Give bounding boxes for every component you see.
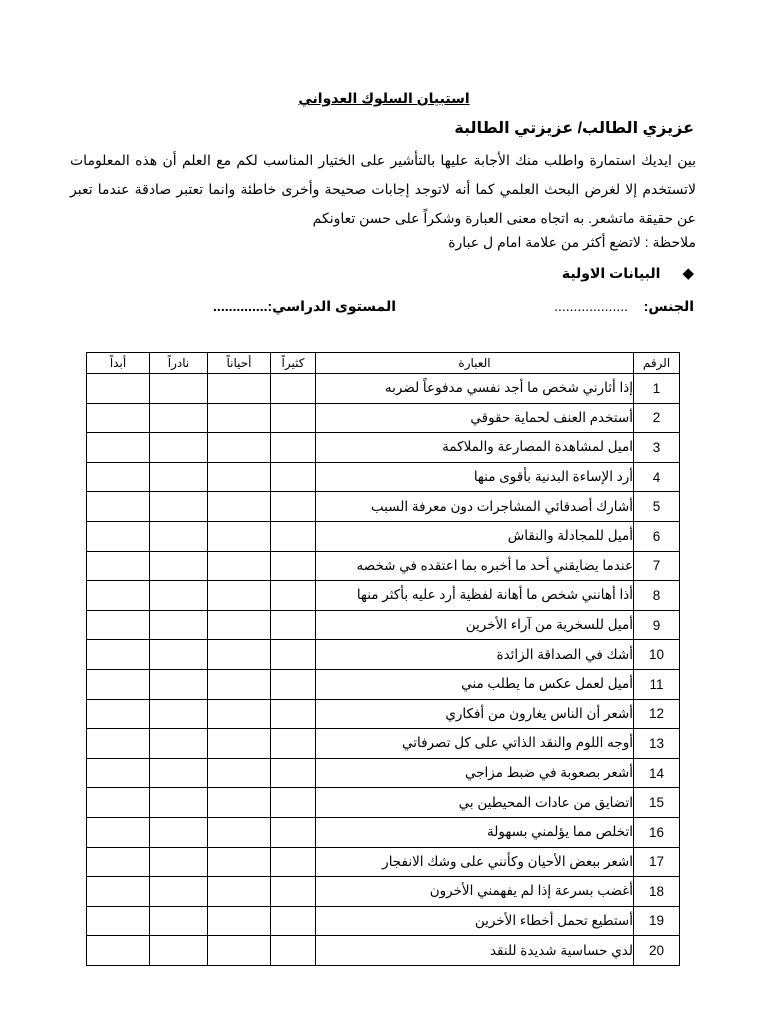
row-number: 2 xyxy=(634,403,680,433)
row-statement: أغضب بسرعة إذا لم يفهمني الأخرون xyxy=(316,877,634,907)
answer-cell-rarely[interactable] xyxy=(150,788,208,818)
section-heading xyxy=(562,264,694,282)
answer-cell-often[interactable] xyxy=(271,403,316,433)
row-number: 16 xyxy=(634,817,680,847)
answer-cell-sometimes[interactable] xyxy=(208,817,271,847)
header-often: كثيراً xyxy=(271,353,316,374)
row-statement: أميل لعمل عكس ما يطلب مني xyxy=(316,669,634,699)
answer-cell-never[interactable] xyxy=(87,551,150,581)
row-number: 11 xyxy=(634,669,680,699)
row-number: 7 xyxy=(634,551,680,581)
answer-cell-often[interactable] xyxy=(271,669,316,699)
answer-cell-never[interactable] xyxy=(87,581,150,611)
answer-cell-sometimes[interactable] xyxy=(208,581,271,611)
answer-cell-never[interactable] xyxy=(87,729,150,759)
row-statement: اميل لمشاهدة المصارعة والملاكمة xyxy=(316,433,634,463)
table-row xyxy=(87,610,680,640)
answer-cell-often[interactable] xyxy=(271,433,316,463)
row-statement: أشعر بصعوبة في ضبط مزاجي xyxy=(316,758,634,788)
answer-cell-often[interactable] xyxy=(271,699,316,729)
answer-cell-often[interactable] xyxy=(271,551,316,581)
answer-cell-rarely[interactable] xyxy=(150,669,208,699)
row-number: 17 xyxy=(634,847,680,877)
answer-cell-never[interactable] xyxy=(87,906,150,936)
table-row xyxy=(87,551,680,581)
table-row xyxy=(87,462,680,492)
answer-cell-rarely[interactable] xyxy=(150,581,208,611)
row-statement: أميل للسخرية من آراء الأخرين xyxy=(316,610,634,640)
table-row xyxy=(87,699,680,729)
gender-label: الجنس: xyxy=(643,298,694,314)
row-number: 13 xyxy=(634,729,680,759)
answer-cell-never[interactable] xyxy=(87,877,150,907)
table-row xyxy=(87,906,680,936)
answer-cell-rarely[interactable] xyxy=(150,699,208,729)
answer-cell-sometimes[interactable] xyxy=(208,462,271,492)
row-number: 19 xyxy=(634,906,680,936)
answer-cell-never[interactable] xyxy=(87,462,150,492)
header-rarely: نادراً xyxy=(150,353,208,374)
answer-cell-rarely[interactable] xyxy=(150,877,208,907)
answer-cell-sometimes[interactable] xyxy=(208,788,271,818)
answer-cell-sometimes[interactable] xyxy=(208,729,271,759)
answer-cell-rarely[interactable] xyxy=(150,610,208,640)
table-row xyxy=(87,581,680,611)
page-title: استبيان السلوك العدواني xyxy=(298,90,470,106)
row-number: 6 xyxy=(634,521,680,551)
row-number: 20 xyxy=(634,936,680,966)
answer-cell-never[interactable] xyxy=(87,936,150,966)
row-number: 8 xyxy=(634,581,680,611)
answer-cell-rarely[interactable] xyxy=(150,729,208,759)
answer-cell-sometimes[interactable] xyxy=(208,492,271,522)
answer-cell-often[interactable] xyxy=(271,877,316,907)
section-label: البيانات الاولية xyxy=(561,264,661,281)
answer-cell-often[interactable] xyxy=(271,374,316,404)
table-row xyxy=(87,669,680,699)
row-number: 18 xyxy=(634,877,680,907)
answer-cell-often[interactable] xyxy=(271,906,316,936)
row-number: 15 xyxy=(634,788,680,818)
intro-paragraph: بين ايديك استمارة واطلب منك الأجابة عليها بالتأشير على الختيار المناسب لكم مع العلم أن هذه المعلومات لاتستخدم إلا لغرض البحث العلمي كما أنه لاتوجد إجابات صحيحة وأخرى خاطئة وانما تعتبر صادقة عندما تعبر عن حقيقة ماتشعر. به اتجاه معنى العبارة وشكراً على حسن تعاونكم xyxy=(70,152,696,226)
answer-cell-rarely[interactable] xyxy=(150,521,208,551)
answer-cell-never[interactable] xyxy=(87,817,150,847)
row-statement: أشك في الصداقة الزائدة xyxy=(316,640,634,670)
row-statement: أرد الإساءة البدنية بأقوى منها xyxy=(316,462,634,492)
header-statement: العبارة xyxy=(316,353,634,374)
row-number: 9 xyxy=(634,610,680,640)
answer-cell-often[interactable] xyxy=(271,788,316,818)
row-statement: أذا أهانني شخص ما أهانة لفظية أرد عليه بأكثر منها xyxy=(316,581,634,611)
answer-cell-often[interactable] xyxy=(271,610,316,640)
answer-cell-often[interactable] xyxy=(271,817,316,847)
greeting: عزيزي الطالب/ عزيزتي الطالبة xyxy=(454,120,694,137)
table-row xyxy=(87,521,680,551)
answer-cell-rarely[interactable] xyxy=(150,374,208,404)
answer-cell-often[interactable] xyxy=(271,640,316,670)
answer-cell-never[interactable] xyxy=(87,788,150,818)
answer-cell-often[interactable] xyxy=(271,729,316,759)
questionnaire-table xyxy=(86,352,680,966)
answer-cell-rarely[interactable] xyxy=(150,492,208,522)
answer-cell-rarely[interactable] xyxy=(150,906,208,936)
table-row xyxy=(87,729,680,759)
answer-cell-sometimes[interactable] xyxy=(208,669,271,699)
answer-cell-never[interactable] xyxy=(87,403,150,433)
row-number: 14 xyxy=(634,758,680,788)
row-number: 5 xyxy=(634,492,680,522)
answer-cell-never[interactable] xyxy=(87,492,150,522)
row-number: 10 xyxy=(634,640,680,670)
table-row xyxy=(87,847,680,877)
answer-cell-never[interactable] xyxy=(87,374,150,404)
answer-cell-sometimes[interactable] xyxy=(208,551,271,581)
row-statement: أستطيع تحمل أخطاء الأخرين xyxy=(316,906,634,936)
row-number: 3 xyxy=(634,433,680,463)
row-statement: أشعر أن الناس يغارون من أفكاري xyxy=(316,699,634,729)
gender-field[interactable]: ................... xyxy=(554,298,628,314)
answer-cell-rarely[interactable] xyxy=(150,433,208,463)
table-header-row xyxy=(87,353,680,374)
answer-cell-sometimes[interactable] xyxy=(208,640,271,670)
row-statement: أستخدم العنف لحماية حقوقي xyxy=(316,403,634,433)
answer-cell-never[interactable] xyxy=(87,699,150,729)
table-row xyxy=(87,936,680,966)
answer-cell-rarely[interactable] xyxy=(150,936,208,966)
answer-cell-never[interactable] xyxy=(87,433,150,463)
row-number: 1 xyxy=(634,374,680,404)
answer-cell-never[interactable] xyxy=(87,610,150,640)
row-statement: أشارك أصدقائي المشاجرات دون معرفة السبب xyxy=(316,492,634,522)
answer-cell-often[interactable] xyxy=(271,581,316,611)
level-field[interactable]: المستوى الدراسي:.............. xyxy=(213,298,396,314)
row-statement: اشعر ببعض الأحيان وكأنني على وشك الانفجار xyxy=(316,847,634,877)
answer-cell-rarely[interactable] xyxy=(150,817,208,847)
answer-cell-rarely[interactable] xyxy=(150,640,208,670)
table-row xyxy=(87,492,680,522)
table-row xyxy=(87,403,680,433)
answer-cell-sometimes[interactable] xyxy=(208,847,271,877)
answer-cell-never[interactable] xyxy=(87,847,150,877)
answer-cell-sometimes[interactable] xyxy=(208,610,271,640)
row-statement: أوجه اللوم والنقد الذاتي على كل تصرفاتي xyxy=(316,729,634,759)
table-row xyxy=(87,788,680,818)
note: ملاحظة : لاتضع أكثر من علامة امام ل عبارة xyxy=(448,234,696,250)
answer-cell-often[interactable] xyxy=(271,847,316,877)
table-row xyxy=(87,374,680,404)
answer-cell-rarely[interactable] xyxy=(150,403,208,433)
header-never: أبداً xyxy=(87,353,150,374)
table-row xyxy=(87,433,680,463)
row-statement: عندما يضايقني أحد ما أخبره بما اعتقده في شخصه xyxy=(316,551,634,581)
answer-cell-never[interactable] xyxy=(87,669,150,699)
answer-cell-sometimes[interactable] xyxy=(208,521,271,551)
answer-cell-rarely[interactable] xyxy=(150,847,208,877)
row-statement: اتضايق من عادات المحيطين بي xyxy=(316,788,634,818)
answer-cell-rarely[interactable] xyxy=(150,758,208,788)
table-row xyxy=(87,640,680,670)
row-statement: اتخلص مما يؤلمني بسهولة xyxy=(316,817,634,847)
answer-cell-often[interactable] xyxy=(271,492,316,522)
table-row xyxy=(87,817,680,847)
row-number: 4 xyxy=(634,462,680,492)
answer-cell-rarely[interactable] xyxy=(150,551,208,581)
row-statement: إذا أثارني شخص ما أجد نفسي مدفوعاً لضربه xyxy=(316,374,634,404)
answer-cell-sometimes[interactable] xyxy=(208,936,271,966)
answer-cell-sometimes[interactable] xyxy=(208,906,271,936)
answer-cell-sometimes[interactable] xyxy=(208,699,271,729)
answer-cell-often[interactable] xyxy=(271,462,316,492)
answer-cell-sometimes[interactable] xyxy=(208,433,271,463)
answer-cell-sometimes[interactable] xyxy=(208,374,271,404)
answer-cell-sometimes[interactable] xyxy=(208,403,271,433)
row-statement: لدي حساسية شديدة للنقد xyxy=(316,936,634,966)
table-row xyxy=(87,877,680,907)
answer-cell-sometimes[interactable] xyxy=(208,758,271,788)
header-num: الرقم xyxy=(634,353,680,374)
row-number: 12 xyxy=(634,699,680,729)
table-row xyxy=(87,758,680,788)
answer-cell-rarely[interactable] xyxy=(150,462,208,492)
answer-cell-often[interactable] xyxy=(271,936,316,966)
answer-cell-never[interactable] xyxy=(87,758,150,788)
diamond-icon: ◆ xyxy=(682,265,694,282)
answer-cell-never[interactable] xyxy=(87,521,150,551)
answer-cell-never[interactable] xyxy=(87,640,150,670)
answer-cell-often[interactable] xyxy=(271,758,316,788)
answer-cell-sometimes[interactable] xyxy=(208,877,271,907)
header-sometimes: أحياناً xyxy=(208,353,271,374)
row-statement: أميل للمجادلة والنقاش xyxy=(316,521,634,551)
answer-cell-often[interactable] xyxy=(271,521,316,551)
